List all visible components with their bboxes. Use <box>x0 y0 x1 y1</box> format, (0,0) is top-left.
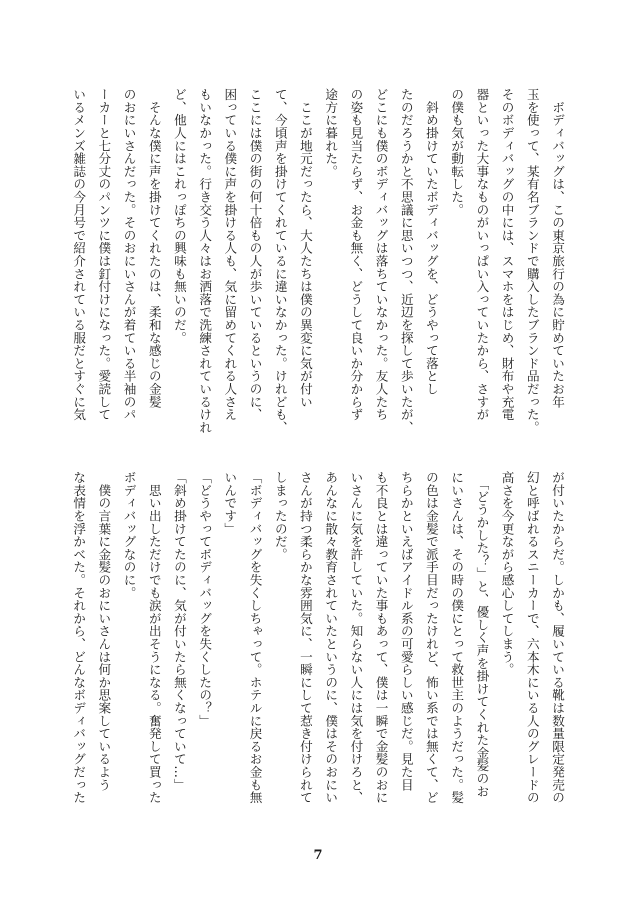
text-line: 斜め掛けていたボディバッグを、どうやって落とし <box>423 88 439 396</box>
text-line: 途方に暮れた。 <box>323 88 339 178</box>
text-line: 幻と呼ばれるスニーカーで、六本木にいる人のグレードの <box>524 471 540 804</box>
text-line: そんな僕に声を掛けてくれたのは、柔和な感じの金髪 <box>146 88 162 408</box>
text-line: て、今頃声を掛けてくれているに違いなかった。けれども、 <box>272 88 288 434</box>
text-line: の姿も見当たらず、お金も無く、どうして良いか分からず <box>348 88 364 421</box>
text-line: もいなかった。行き交う人々はお洒落で洗練されているけれ <box>197 88 213 434</box>
text-line: どこにも僕のボディバッグは落ちていなかった。友人たち <box>373 88 389 421</box>
text-line: も不良とは違っていた事もあって、僕は一瞬で金髪のおに <box>373 471 389 804</box>
text-line: ちらかといえばアイドル系の可愛らしい感じだ。見た目 <box>398 471 414 791</box>
text-line: 「斜め掛けてたのに、気が付いたら無くなっていて…」 <box>171 471 187 791</box>
text-line: ここが地元だったら、大人たちは僕の異変に気が付い <box>297 88 313 408</box>
text-line: 玉を使って、某有名ブランドで購入したブランド品だった。 <box>524 88 540 434</box>
text-line: 高さを今更ながら感心してしまう。 <box>499 471 515 676</box>
text-line: そのボディバッグの中には、スマホをはじめ、財布や充電 <box>499 88 515 421</box>
text-line: な表情を浮かべた。それから、どんなボディバッグだった <box>71 471 87 804</box>
text-line: ボディバッグは、この東京旅行の為に貯めていたお年 <box>550 88 565 408</box>
text-line: の色は金髪で派手目だったけれど、怖い系では無くて、ど <box>423 471 439 804</box>
text-line: 「ボディバッグを失くしちゃって。ホテルに戻るお金も無 <box>247 471 263 804</box>
text-line: が付いたからだ。しかも、履いている靴は数量限定発売の <box>550 471 565 804</box>
text-line: ど、他人にはこれっぽちの興味も無いのだ。 <box>171 88 187 344</box>
text-line: のおにいさんだった。そのおにいさんが着ている半袖のパ <box>121 88 137 421</box>
text-line: ここには僕の街の何十倍もの人が歩いているというのに、 <box>247 88 263 421</box>
text-line: 「どうやってボディバッグを失くしたの？」 <box>197 471 213 727</box>
text-line: いさんに気を許していた。知らない人には気を付けろと、 <box>348 471 364 804</box>
text-line: 困っている僕に声を掛ける人も、気に留めてくれる人さえ <box>222 88 238 421</box>
text-line: たのだろうかと不思議に思いつつ、近辺を探して歩いたが、 <box>398 88 414 434</box>
text-line: にいさんは、その時の僕にとって救世主のようだった。髪 <box>449 471 465 804</box>
text-line: 僕の言葉に金髪のおにいさんは何か思案しているよう <box>96 471 112 791</box>
text-line: ボディバッグなのに。 <box>121 471 137 599</box>
text-line: の僕も気が動転した。 <box>449 88 465 216</box>
text-line: 思い出しただけでも涙が出そうになる。奮発して買った <box>146 471 162 804</box>
text-line: いるメンズ雑誌の今月号で紹介されている服だとすぐに気 <box>71 88 87 421</box>
text-line: 器といった大事なものがいっぱい入っていたから、さすが <box>474 88 490 421</box>
text-line: いんです」 <box>222 471 238 535</box>
lower-text-block <box>71 471 570 831</box>
text-line: さんが持つ柔らかな雰囲気に、一瞬にして惹き付けられて <box>297 471 313 804</box>
upper-text-block <box>71 88 570 448</box>
text-line: 「どうかした？」と、優しく声を掛けてくれた金髪のお <box>474 471 490 798</box>
text-line: しまったのだ。 <box>272 471 288 561</box>
text-line: あんなに散々教育されていたというのに、僕はそのおにい <box>323 471 339 804</box>
text-line: ーカーと七分丈のパンツに僕は釘付けになった。愛読して <box>96 88 112 421</box>
page-number: 7 <box>313 848 323 863</box>
